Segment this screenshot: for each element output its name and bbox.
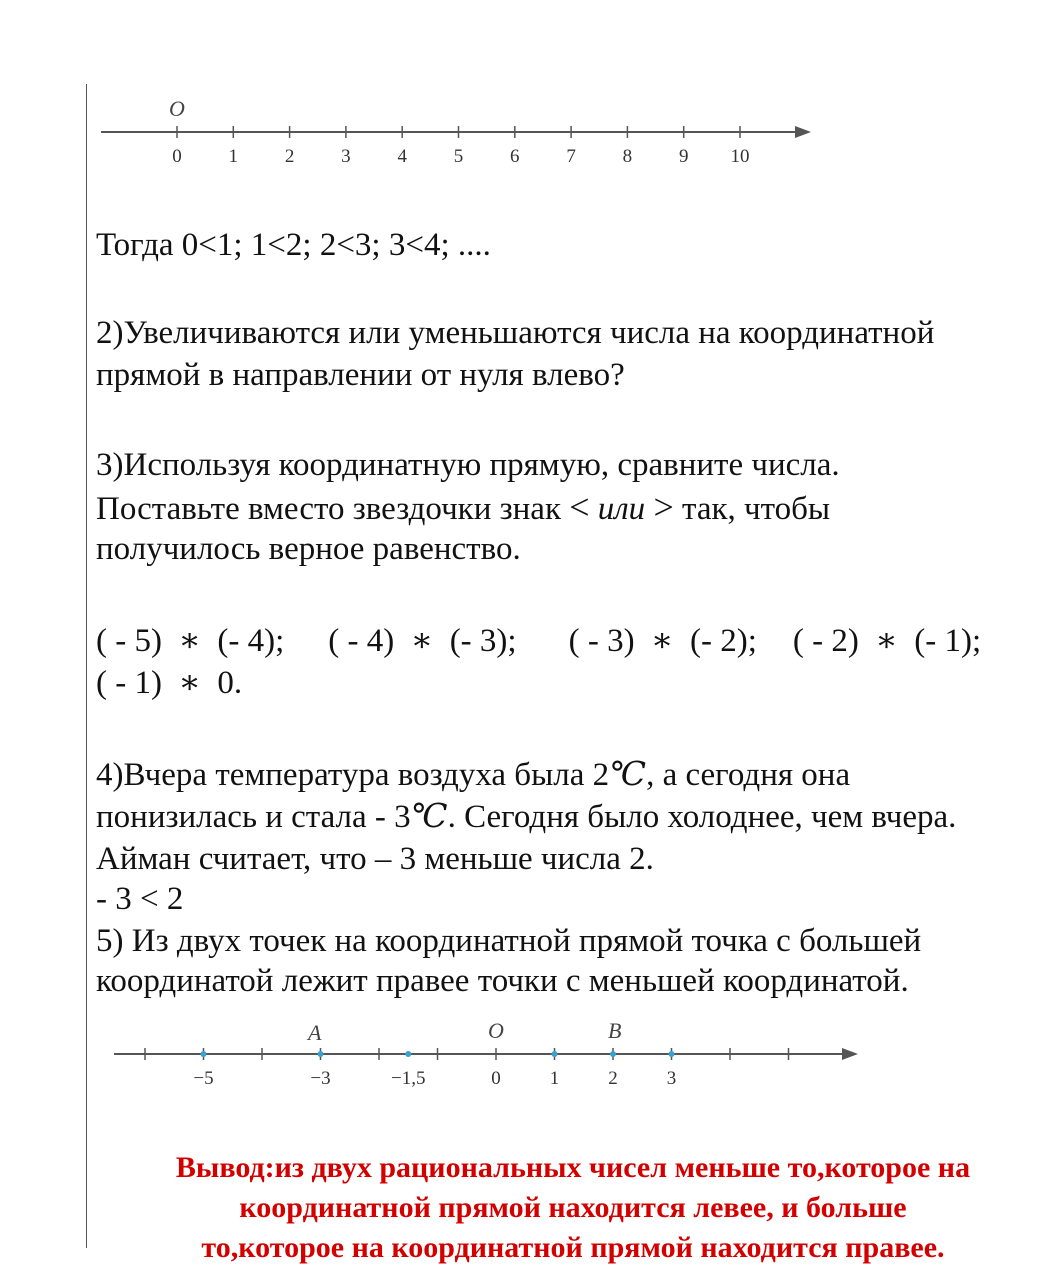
- bottom-axis-point: [669, 1051, 675, 1057]
- bottom-axis-point: [318, 1051, 324, 1057]
- conclusion-line2: координатной прямой находится левее, и больше: [239, 1191, 907, 1224]
- comparison-item: ( - 4) ∗ (- 3);: [328, 623, 517, 659]
- q3-line2: [96, 486, 830, 530]
- bottom-axis-tick-label: 1: [549, 1068, 560, 1089]
- bottom-axis-tick-label: −5: [193, 1068, 214, 1089]
- bottom-axis-tick-label: −1,5: [391, 1068, 426, 1089]
- point-label-o: O: [488, 1018, 504, 1043]
- q4-line2-suffix: . Сегодня было холоднее, чем вчера.: [447, 799, 957, 835]
- top-axis-tick-label: 3: [341, 146, 351, 167]
- q4-line2: [96, 796, 956, 838]
- q4-line3: Айман считает, что – 3 меньше числа 2.: [96, 841, 654, 877]
- q3-line2-prefix: Поставьте вместо звездочки знак: [96, 491, 570, 527]
- comparison-item: ( - 2) ∗ (- 1);: [792, 623, 982, 659]
- bottom-axis-tick-label: 3: [666, 1068, 677, 1089]
- top-axis-tick-label: 5: [453, 146, 464, 167]
- comparisons-row-2: [96, 662, 242, 704]
- lt-sign: <: [569, 487, 590, 527]
- celsius-unit: ℃: [410, 799, 448, 835]
- bottom-number-line: [108, 1010, 868, 1100]
- top-number-line: [95, 92, 825, 182]
- bottom-axis-point: [405, 1051, 411, 1057]
- top-axis-tick-label: 7: [566, 146, 576, 167]
- bottom-axis-arrow: [842, 1048, 858, 1060]
- gt-sign: >: [653, 487, 674, 527]
- bottom-axis-point: [552, 1051, 558, 1057]
- top-axis-tick-label: 8: [622, 146, 633, 167]
- bottom-axis-tick-label: 0: [491, 1068, 501, 1089]
- q2-line2: прямой в направлении от нуля влево?: [96, 357, 625, 393]
- conclusion-line3: то,которое на координатной прямой находится правее.: [201, 1231, 945, 1264]
- q4-line1-suffix: , а сегодня она: [646, 757, 851, 793]
- q2-line1: 2)Увеличиваются или уменьшаются числа на координатной: [96, 315, 935, 351]
- q4-line1-prefix: 4)Вчера температура воздуха была 2: [96, 757, 610, 793]
- top-axis-tick-label: 6: [510, 146, 520, 167]
- top-origin-label: O: [169, 96, 185, 121]
- bottom-axis-point: [201, 1051, 207, 1057]
- comparison-item: ( - 3) ∗ (- 2);: [568, 623, 757, 659]
- q4-inequality: - 3 < 2: [96, 881, 184, 917]
- conclusion: [86, 1148, 1060, 1268]
- point-label-b: B: [608, 1018, 622, 1043]
- q3-line2-suffix: так, чтобы: [673, 491, 831, 527]
- q4-line1: [96, 754, 850, 796]
- q3-line3: получилось верное равенство.: [96, 531, 521, 567]
- intro-text: Тогда 0<1; 1<2; 2<3; 3<4; ....: [96, 227, 491, 263]
- or-word: или: [589, 491, 654, 527]
- celsius-unit: ℃: [609, 757, 647, 793]
- comparison-item: ( - 5) ∗ (- 4);: [96, 623, 285, 659]
- top-axis-arrow: [795, 126, 811, 138]
- q5-line2: координатой лежит правее точки с меньшей координатой.: [96, 963, 909, 999]
- top-axis-tick-label: 0: [172, 146, 182, 167]
- page-margin-rule: [86, 84, 87, 1248]
- comparison-item: ( - 1) ∗ 0.: [96, 665, 243, 701]
- point-label-a: A: [308, 1020, 322, 1045]
- bottom-axis-tick-label: 2: [608, 1068, 618, 1089]
- bottom-axis-point: [610, 1051, 616, 1057]
- top-axis-tick-label: 9: [678, 146, 689, 167]
- bottom-axis-tick-label: −3: [310, 1068, 331, 1089]
- top-axis-tick-label: 4: [397, 146, 407, 167]
- q5-line1: 5) Из двух точек на координатной прямой точка с большей: [96, 923, 922, 959]
- conclusion-line1: Вывод:из двух рациональных чисел меньше то,которое на: [175, 1151, 971, 1184]
- q3-line1: 3)Используя координатную прямую, сравните числа.: [96, 447, 840, 483]
- top-axis-tick-label: 10: [730, 146, 750, 167]
- comparisons-row: [96, 620, 981, 662]
- top-axis-tick-label: 2: [284, 146, 295, 167]
- q4-line2-prefix: понизилась и стала - 3: [96, 799, 411, 835]
- top-axis-tick-label: 1: [228, 146, 239, 167]
